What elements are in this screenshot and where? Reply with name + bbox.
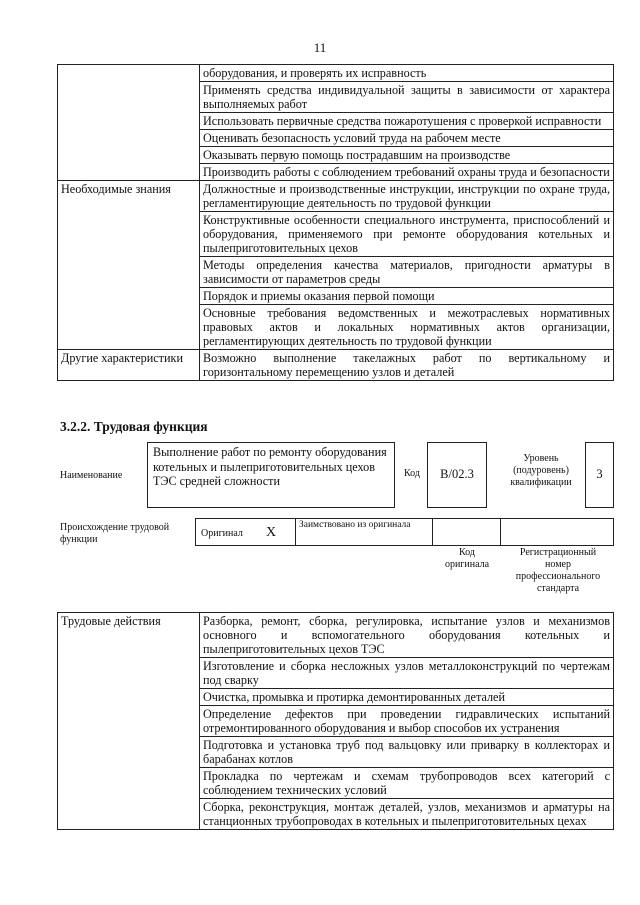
- table-row: [58, 350, 614, 381]
- code-original-caption: Код оригинала: [444, 547, 490, 570]
- section-title: 3.2.2. Трудовая функция: [60, 419, 208, 434]
- row-text: Должностные и производственные инструкции, инструкции по охране труда, регламентирующие деятельность по трудовой функции: [200, 181, 614, 212]
- origin-label: Происхождение трудовой функции: [60, 522, 170, 545]
- row-text: Производить работы с соблюдением требований охраны труда и безопасности: [200, 164, 614, 181]
- page-number: 11: [313, 40, 327, 55]
- row-text: Оказывать первую помощь пострадавшим на производстве: [200, 147, 614, 164]
- table-row: [58, 65, 614, 82]
- code-label: Код: [404, 468, 420, 479]
- divider: [295, 518, 296, 546]
- original-mark: X: [266, 525, 277, 540]
- level-value-box: 3: [585, 442, 614, 508]
- reg-number-caption: Регистрационный номер профессионального стандарта: [515, 547, 601, 594]
- labor-actions-table: [57, 612, 614, 830]
- row-text: Применять средства индивидуальной защиты в зависимости от характера выполняемых работ: [200, 82, 614, 113]
- row-text: Использовать первичные средства пожаротушения с проверкой исправности: [200, 113, 614, 130]
- row-text: Порядок и приемы оказания первой помощи: [200, 288, 614, 305]
- name-label: Наименование: [60, 470, 123, 481]
- row-text: Подготовка и установка труб под вальцовку или приварку в коллекторах и барабанах котлов: [200, 737, 614, 768]
- row-text: Возможно выполнение такелажных работ по вертикальному и горизонтальному перемещению узлов и деталей: [200, 350, 614, 381]
- row-text: Прокладка по чертежам и схемам трубопроводов всех категорий с соблюдением технических условий: [200, 768, 614, 799]
- row-text: Разборка, ремонт, сборка, регулировка, испытание узлов и механизмов основного и вспомогательного оборудования котельных и пылеприготовительных цехов ТЭС: [200, 613, 614, 658]
- row-label-knowledge: Необходимые знания: [58, 181, 200, 350]
- level-label: Уровень (подуровень) квалификации: [510, 453, 572, 488]
- row-text: Изготовление и сборка несложных узлов металлоконструкций по чертежам под сварку: [200, 658, 614, 689]
- row-label: [58, 65, 200, 181]
- row-label-actions: Трудовые действия: [58, 613, 200, 830]
- table-row: [58, 613, 614, 658]
- divider: [500, 518, 501, 546]
- code-value-box: В/02.3: [427, 442, 487, 508]
- row-text: Оценивать безопасность условий труда на рабочем месте: [200, 130, 614, 147]
- row-text: Очистка, промывка и протирка демонтированных деталей: [200, 689, 614, 706]
- row-text: Сборка, реконструкция, монтаж деталей, узлов, механизмов и арматуры на станционных трубопроводах в котельных и пылеприготовительных цехах: [200, 799, 614, 830]
- row-text: Методы определения качества материалов, пригодности арматуры в зависимости от параметров среды: [200, 257, 614, 288]
- row-label-other: Другие характеристики: [58, 350, 200, 381]
- function-name-box: Выполнение работ по ремонту оборудования котельных и пылеприготовительных цехов ТЭС средней сложности: [147, 442, 395, 508]
- original-label: Оригинал: [201, 528, 243, 539]
- requirements-table: [57, 64, 614, 381]
- divider: [432, 518, 433, 546]
- row-text: Основные требования ведомственных и межотраслевых нормативных правовых актов и локальных нормативных актов организации, регламентирующих деятельность по трудовой функции: [200, 305, 614, 350]
- table-row: [58, 181, 614, 212]
- row-text: оборудования, и проверять их исправность: [200, 65, 614, 82]
- row-text: Определение дефектов при проведении гидравлических испытаний отремонтированного оборудования и выбор способов их устранения: [200, 706, 614, 737]
- borrowed-label: Заимствовано из оригинала: [299, 520, 411, 530]
- row-text: Конструктивные особенности специального инструмента, приспособлений и оборудования, применяемого при ремонте оборудования котельных и пылеприготовительных цехов: [200, 212, 614, 257]
